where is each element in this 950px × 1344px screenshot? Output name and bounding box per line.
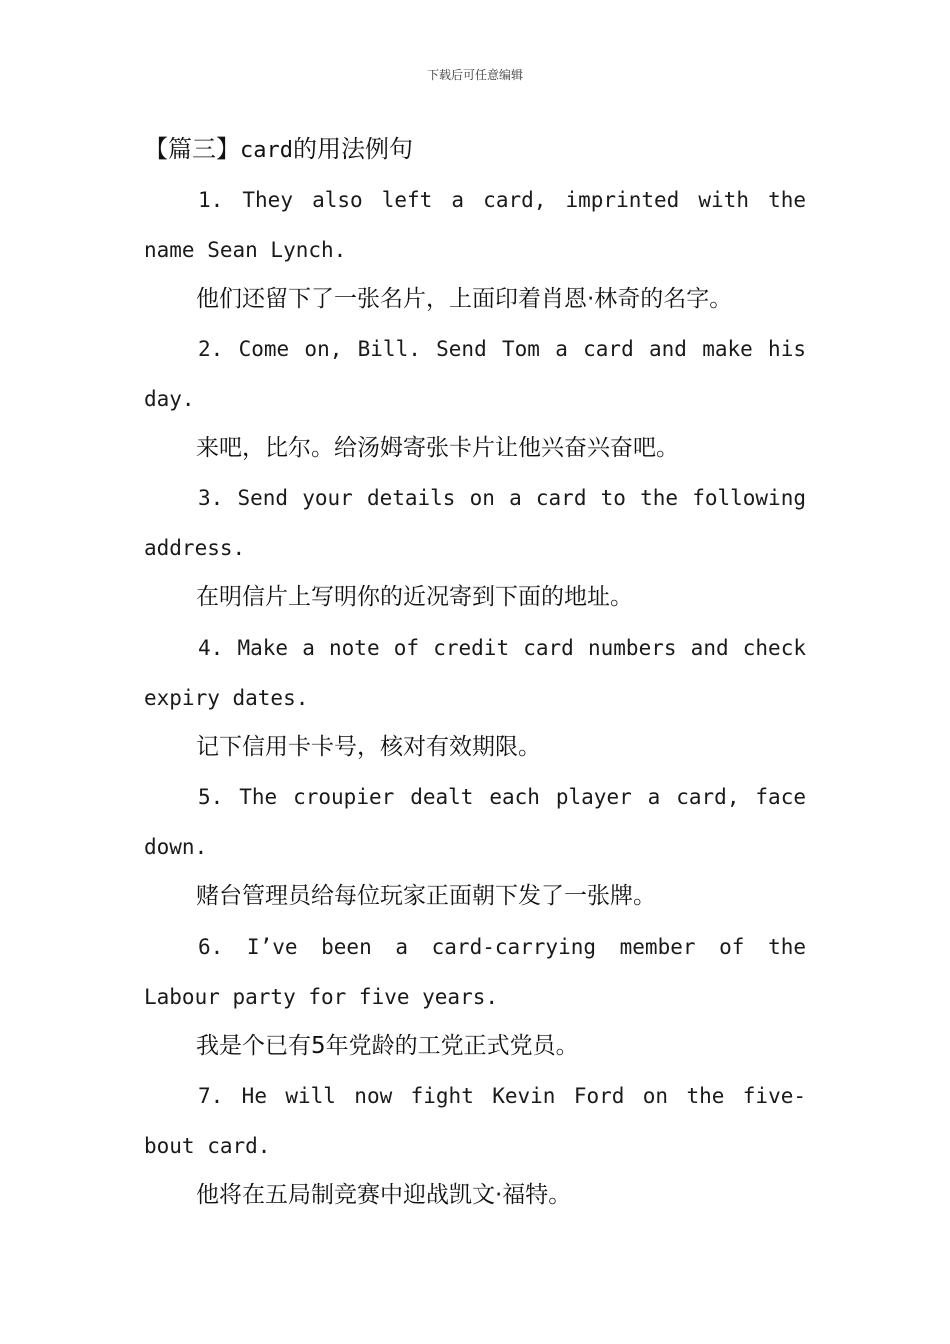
example-7-chinese: 他将在五局制竞赛中迎战凯文·福特。 xyxy=(196,1182,572,1208)
example-3-chinese: 在明信片上写明你的近况寄到下面的地址。 xyxy=(196,584,633,610)
example-4-english-line-1: 4. Make a note of credit card numbers and check xyxy=(198,636,806,660)
example-2-chinese: 来吧，比尔。给汤姆寄张卡片让他兴奋兴奋吧。 xyxy=(196,435,679,461)
example-7-english-line-2: bout card. xyxy=(144,1134,271,1158)
example-6-chinese: 我是个已有5年党龄的工党正式党员。 xyxy=(196,1033,579,1059)
page-header: 下载后可任意编辑 xyxy=(426,68,523,82)
example-1-chinese: 他们还留下了一张名片，上面印着肖恩·林奇的名字。 xyxy=(196,286,733,312)
example-3-english-line-2: address. xyxy=(144,536,246,560)
example-2-english-line-2: day. xyxy=(144,387,195,411)
example-5-english-line-2: down. xyxy=(144,835,208,859)
example-6-english-line-2: Labour party for five years. xyxy=(144,985,499,1009)
example-6-english-line-1: 6. I’ve been a card-carrying member of the xyxy=(198,935,806,959)
example-1-english-line-1: 1. They also left a card, imprinted with the xyxy=(198,188,806,212)
title-bracket: 【篇三】 xyxy=(144,135,240,163)
example-3-english-line-1: 3. Send your details on a card to the following xyxy=(198,486,806,510)
section-title xyxy=(144,132,413,168)
example-7-english-line-1: 7. He will now fight Kevin Ford on the five- xyxy=(198,1084,806,1108)
example-4-chinese: 记下信用卡卡号，核对有效期限。 xyxy=(196,734,541,760)
example-5-english-line-1: 5. The croupier dealt each player a card, face xyxy=(198,785,806,809)
title-keyword: card xyxy=(240,138,293,163)
example-2-english-line-1: 2. Come on, Bill. Send Tom a card and make his xyxy=(198,337,806,361)
example-5-chinese: 赌台管理员给每位玩家正面朝下发了一张牌。 xyxy=(196,883,656,909)
example-4-english-line-2: expiry dates. xyxy=(144,686,309,710)
title-suffix: 的用法例句 xyxy=(292,135,413,163)
example-1-english-line-2: name Sean Lynch. xyxy=(144,238,347,262)
